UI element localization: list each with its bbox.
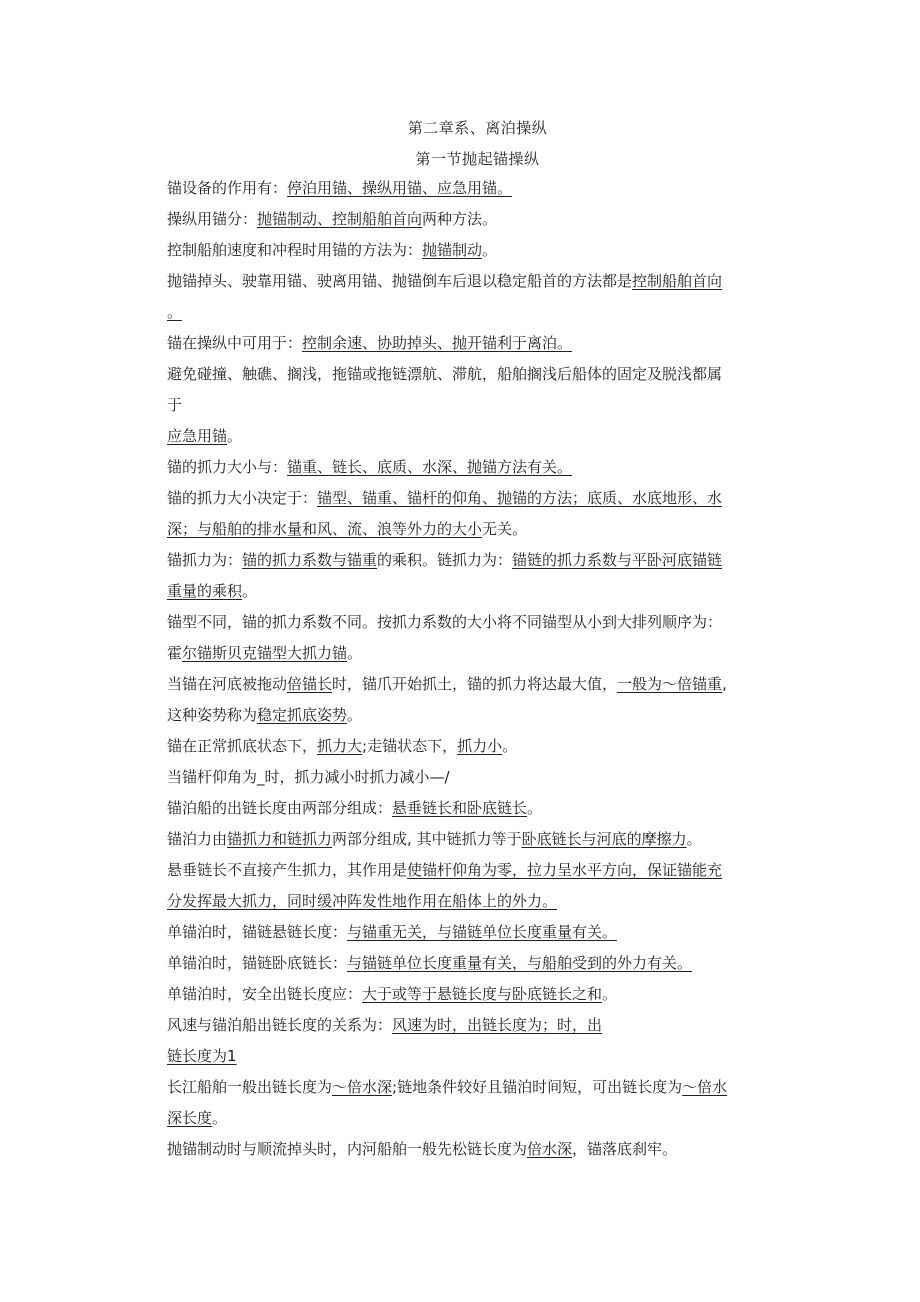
question-text: 。 [212, 1109, 228, 1127]
question-text: ;链地条件较好且锚泊时间短，可出链长度为 [392, 1078, 683, 1096]
answer-text: 卧底链长与河底的摩擦力 [521, 830, 687, 848]
answer-text: 锚抓力和链抓力 [227, 830, 333, 848]
question-text: 单锚泊时，安全出链长度应： [167, 985, 363, 1003]
answer-text: 一般为～倍锚重 [617, 675, 723, 693]
question-text: 锚抓力为： [167, 551, 243, 569]
question-text: 抛锚掉头、驶靠用锚、驶离用锚、抛锚倒车后退以稳定船首的方法都是 [167, 272, 633, 290]
answer-text: ～倍水 [682, 1078, 728, 1096]
question-text: 抛锚制动时与顺流掉头时，内河船舶一般先松链长度为 [167, 1140, 528, 1158]
question-text: 避免碰撞、触礁、搁浅，拖锚或拖链漂航、滞航，船舶搁浅后船体的固定及脱浅都属 [167, 365, 723, 383]
answer-text: 悬垂链长和卧底链长 [392, 799, 528, 817]
text-line [167, 700, 782, 731]
answer-text: ～倍水深 [332, 1078, 393, 1096]
text-line [167, 607, 782, 638]
text-line [167, 452, 782, 483]
text-line [167, 204, 782, 235]
answer-text: 尔锚斯贝克锚型大抓力锚 [182, 644, 348, 662]
question-text: 的乘积。链抓力为： [377, 551, 513, 569]
question-text: 这种姿势称为 [167, 706, 258, 724]
answer-text: 锚重、链长、底质、水深、抛锚方法有关。 [287, 458, 573, 476]
answer-text: 倍水深 [527, 1140, 573, 1158]
question-text: 单锚泊时，锚链悬链长度： [167, 923, 348, 941]
text-line [167, 576, 782, 607]
text-line [167, 824, 782, 855]
question-text: 锚的抓力大小与： [167, 458, 288, 476]
answer-text: 锚的抓力系数与锚重 [242, 551, 378, 569]
text-line [167, 266, 782, 297]
text-line [167, 328, 782, 359]
question-text: 。 [242, 582, 258, 600]
question-text: 当锚杆仰角为_时，抓力减小时抓力减小—/ [167, 768, 450, 786]
answer-text: 深长度 [167, 1109, 213, 1127]
text-line [167, 421, 782, 452]
answer-text: 大于或等于悬链长度与卧底链长之和 [362, 985, 603, 1003]
question-text: 锚在正常抓底状态下， [167, 737, 318, 755]
question-text: , [722, 675, 727, 693]
question-text: 控制船舶速度和冲程时用锚的方法为： [167, 241, 423, 259]
text-line [167, 1134, 782, 1165]
question-text: 悬垂链长不直接产生抓力，其作用是 [167, 861, 408, 879]
answer-text: 稳定抓底姿势 [257, 706, 348, 724]
question-text: 。 [227, 427, 243, 445]
question-text: 。 [502, 737, 518, 755]
question-text: 。 [347, 644, 363, 662]
answer-text: 风速为时，出链长度为；时，出 [392, 1016, 603, 1034]
text-line [167, 855, 782, 886]
text-line [167, 917, 782, 948]
answer-text: 抓力小 [457, 737, 503, 755]
text-line [167, 514, 782, 545]
question-text: 当锚在河底被拖动 [167, 675, 288, 693]
answer-text: 锚链的抓力系数与平卧河底锚链 [512, 551, 723, 569]
question-text: 锚的抓力大小决定于： [167, 489, 318, 507]
text-line [167, 359, 782, 390]
answer-text: 与锚链单位长度重量有关，与船舶受到的外力有关。 [347, 954, 693, 972]
question-text: 。 [602, 985, 618, 1003]
question-text: 霍 [167, 644, 183, 662]
answer-text: 使锚杆仰角为零，拉力呈水平方向，保证锚能充 [407, 861, 723, 879]
text-line [167, 1072, 782, 1103]
text-line [167, 731, 782, 762]
answer-text: 锚型、锚重、锚杆的仰角、抛锚的方法；底质、水底地形、水 [317, 489, 723, 507]
text-line [167, 762, 782, 793]
answer-text: 与锚重无关，与锚链单位长度重量有关。 [347, 923, 618, 941]
text-line [167, 173, 782, 204]
question-text: 。 [527, 799, 543, 817]
text-line [167, 1103, 782, 1134]
question-text: ;走锚状态下， [362, 737, 458, 755]
text-line [167, 1041, 782, 1072]
text-line [167, 793, 782, 824]
answer-text: 抛锚制动 [422, 241, 483, 259]
question-text: 锚在操纵中可用于： [167, 334, 303, 352]
question-text: 风速与锚泊船出链长度的关系为： [167, 1016, 393, 1034]
answer-text: 倍锚长 [287, 675, 333, 693]
answer-text: 停泊用锚、操纵用锚、应急用锚。 [287, 179, 513, 197]
question-text: 操纵用锚分： [167, 210, 258, 228]
text-line [167, 483, 782, 514]
answer-text: 链长度为1 [167, 1047, 237, 1065]
answer-text: 应急用锚 [167, 427, 228, 445]
chapter-title: 第二章系、离泊操纵 [407, 119, 548, 137]
text-line [167, 669, 782, 700]
text-line [167, 979, 782, 1010]
question-text: 锚泊力由 [167, 830, 228, 848]
answer-text: 深；与船舶的排水量和风、流、浪等外力的大小 [167, 520, 483, 538]
text-line [167, 297, 782, 328]
text-line [167, 948, 782, 979]
text-line [167, 390, 782, 421]
question-text: 。 [686, 830, 702, 848]
question-text: 锚型不同，锚的抓力系数不同。按抓力系数的大小将不同锚型从小到大排列顺序为： [167, 613, 723, 631]
question-text: 单锚泊时，锚链卧底链长： [167, 954, 348, 972]
question-text: 。 [347, 706, 363, 724]
question-text: 两种方法。 [422, 210, 498, 228]
text-line [167, 545, 782, 576]
answer-text: 抓力大 [317, 737, 363, 755]
question-text: 长江船舶一般出链长度为 [167, 1078, 333, 1096]
section-title: 第一节抛起锚操纵 [415, 150, 540, 168]
answer-text: 。 [167, 303, 183, 321]
answer-text: 控制余速、协助掉头、抛开锚利于离泊。 [302, 334, 573, 352]
question-text: 无关。 [482, 520, 528, 538]
question-text: 。 [482, 241, 498, 259]
question-text: 锚设备的作用有： [167, 179, 288, 197]
question-text: 时，锚爪开始抓土，锚的抓力将达最大值， [332, 675, 618, 693]
text-line [167, 235, 782, 266]
question-text: ，锚落底刹牢。 [572, 1140, 678, 1158]
text-line [167, 638, 782, 669]
answer-text: 抛锚制动、控制船舶首向 [257, 210, 423, 228]
answer-text: 控制船舶首向 [632, 272, 723, 290]
question-text: 两部分组成, 其中链抓力等于 [332, 830, 522, 848]
question-text: 于 [167, 396, 183, 414]
text-line [167, 886, 782, 917]
answer-text: 分发挥最大抓力，同时缓冲阵发性地作用在船体上的外力。 [167, 892, 558, 910]
answer-text: 重量的乘积 [167, 582, 243, 600]
text-line [167, 1010, 782, 1041]
question-text: 锚泊船的出链长度由两部分组成： [167, 799, 393, 817]
